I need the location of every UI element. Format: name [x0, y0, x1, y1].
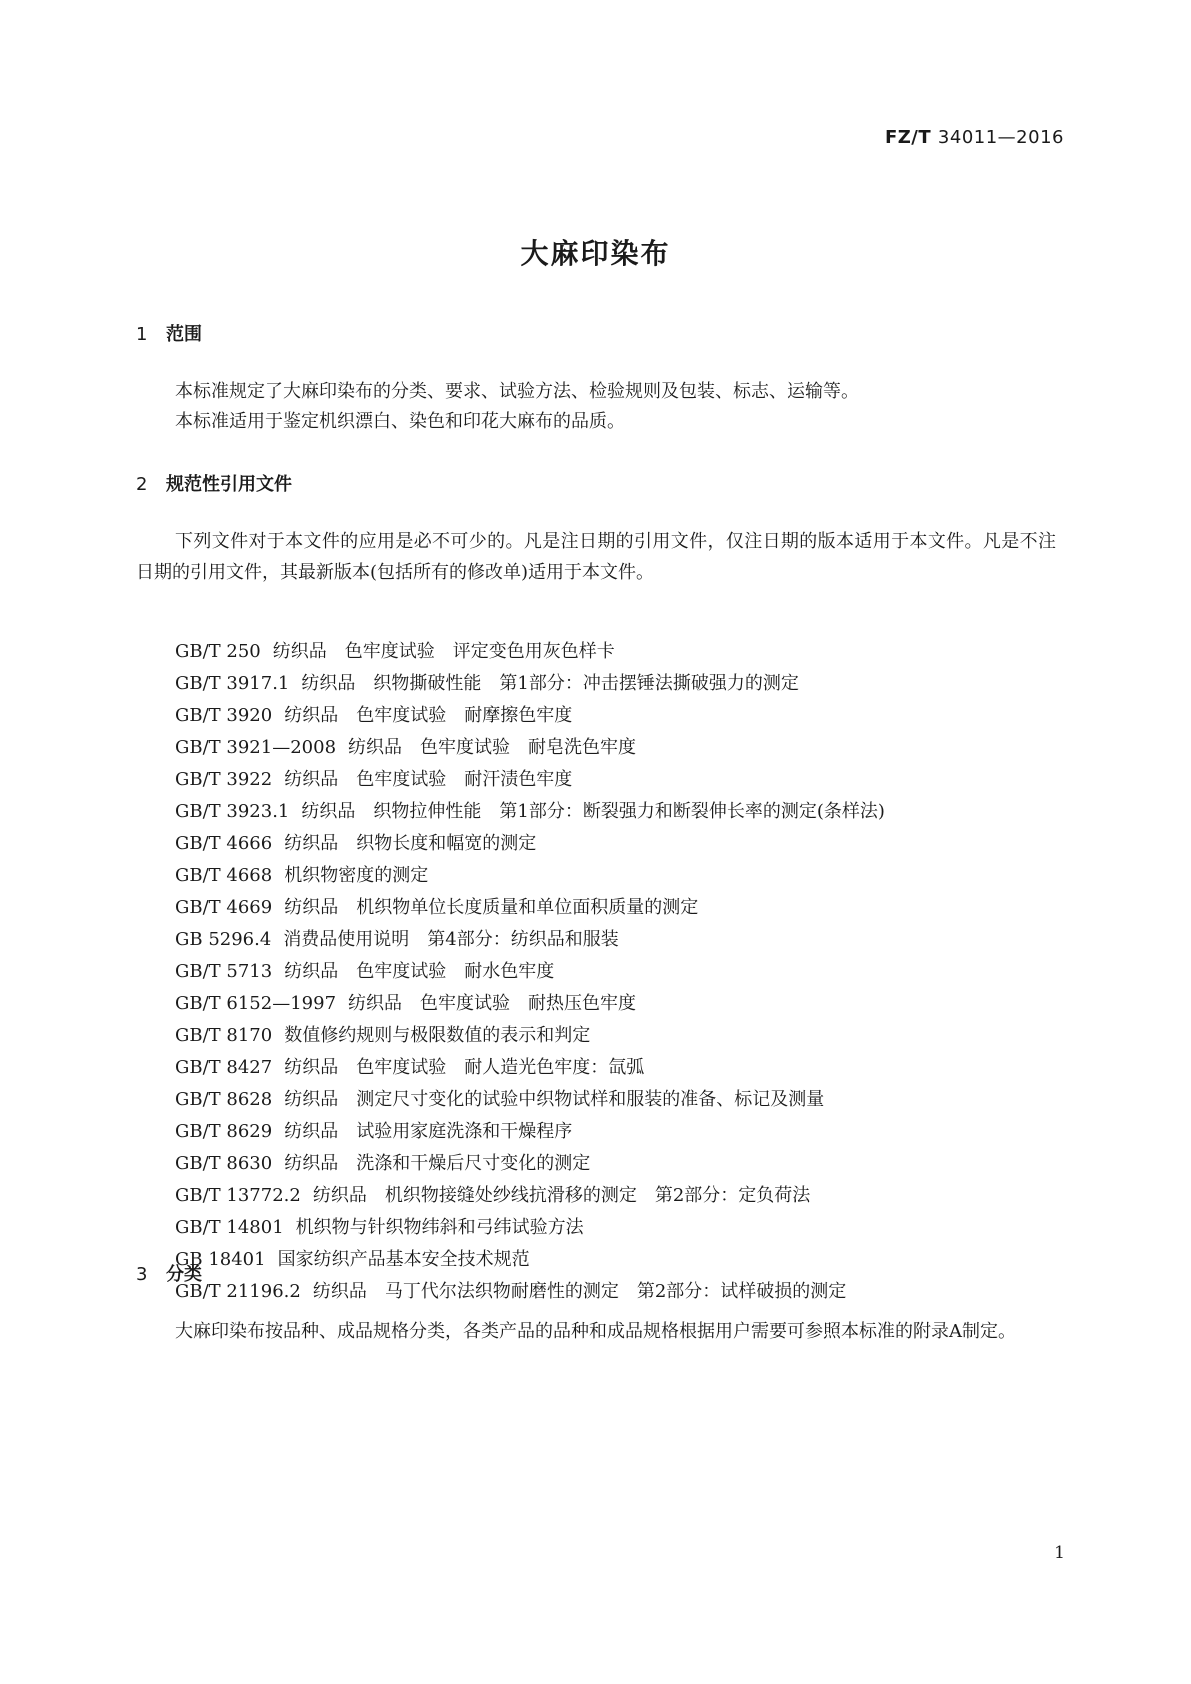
reference-title: 纺织品 马丁代尔法织物耐磨性的测定 第2部分：试样破损的测定	[312, 1281, 847, 1302]
reference-item	[175, 1020, 885, 1052]
reference-title: 纺织品 织物拉伸性能 第1部分：断裂强力和断裂伸长率的测定(条样法)	[301, 801, 885, 822]
standard-code	[885, 127, 1064, 148]
reference-code: GB/T 8630	[175, 1153, 273, 1174]
reference-item	[175, 796, 885, 828]
reference-item	[175, 1052, 885, 1084]
reference-item	[175, 732, 885, 764]
scope-paragraph-2: 本标准适用于鉴定机织漂白、染色和印花大麻布的品质。	[175, 411, 625, 432]
section-number: 1	[136, 324, 148, 345]
reference-code: GB/T 3917.1	[175, 673, 290, 694]
reference-code: GB/T 14801	[175, 1217, 284, 1238]
reference-item	[175, 636, 885, 668]
reference-title: 纺织品 织物撕破性能 第1部分：冲击摆锤法撕破强力的测定	[301, 673, 799, 694]
section-number: 3	[136, 1264, 148, 1285]
reference-item	[175, 860, 885, 892]
reference-title: 纺织品 机织物接缝处纱线抗滑移的测定 第2部分：定负荷法	[312, 1185, 811, 1206]
reference-item	[175, 828, 885, 860]
reference-title: 纺织品 色牢度试验 耐水色牢度	[284, 961, 555, 982]
reference-code: GB/T 4669	[175, 897, 273, 918]
reference-title: 纺织品 色牢度试验 耐汗渍色牢度	[284, 769, 573, 790]
reference-item	[175, 1084, 885, 1116]
section-title: 规范性引用文件	[166, 474, 292, 495]
reference-code: GB/T 3922	[175, 769, 273, 790]
reference-title: 纺织品 色牢度试验 耐摩擦色牢度	[284, 705, 573, 726]
reference-title: 纺织品 试验用家庭洗涤和干燥程序	[284, 1121, 573, 1142]
section-title: 分类	[166, 1264, 202, 1285]
document-title: 大麻印染布	[520, 237, 671, 270]
reference-code: GB/T 8628	[175, 1089, 273, 1110]
reference-item	[175, 956, 885, 988]
reference-item	[175, 1148, 885, 1180]
reference-title: 消费品使用说明 第4部分：纺织品和服装	[283, 929, 619, 950]
reference-code: GB/T 6152—1997	[175, 993, 337, 1014]
section-heading-classification	[136, 1260, 202, 1286]
reference-item	[175, 924, 885, 956]
reference-code: GB/T 4668	[175, 865, 273, 886]
reference-item	[175, 1212, 885, 1244]
section-heading-scope	[136, 320, 202, 346]
reference-item	[175, 1244, 885, 1276]
page-number: 1	[1054, 1543, 1065, 1563]
reference-code: GB/T 250	[175, 641, 261, 662]
reference-code: GB/T 5713	[175, 961, 273, 982]
reference-item	[175, 1116, 885, 1148]
references-intro-paragraph: 下列文件对于本文件的应用是必不可少的。凡是注日期的引用文件，仅注日期的版本适用于本文件。凡是不注日期的引用文件，其最新版本(包括所有的修改单)适用于本文件。	[136, 531, 1056, 583]
reference-code: GB/T 21196.2	[175, 1281, 301, 1302]
reference-code: GB/T 3923.1	[175, 801, 290, 822]
standard-code-number: 34011—2016	[937, 127, 1064, 148]
reference-title: 纺织品 洗涤和干燥后尺寸变化的测定	[284, 1153, 591, 1174]
reference-title: 纺织品 织物长度和幅宽的测定	[284, 833, 537, 854]
standard-code-prefix: FZ/T	[884, 127, 932, 148]
scope-paragraph-1: 本标准规定了大麻印染布的分类、要求、试验方法、检验规则及包装、标志、运输等。	[175, 381, 859, 402]
reference-code: GB 5296.4	[175, 929, 272, 950]
reference-code: GB/T 8629	[175, 1121, 273, 1142]
reference-item	[175, 892, 885, 924]
reference-item	[175, 988, 885, 1020]
reference-title: 机织物密度的测定	[284, 865, 429, 886]
reference-title: 机织物与针织物纬斜和弓纬试验方法	[295, 1217, 584, 1238]
reference-code: GB 18401	[175, 1249, 266, 1270]
reference-code: GB/T 13772.2	[175, 1185, 301, 1206]
reference-title: 纺织品 机织物单位长度质量和单位面积质量的测定	[284, 897, 699, 918]
reference-item	[175, 1276, 885, 1308]
reference-item	[175, 764, 885, 796]
reference-title: 数值修约规则与极限数值的表示和判定	[284, 1025, 591, 1046]
reference-code: GB/T 3921—2008	[175, 737, 337, 758]
reference-title: 纺织品 色牢度试验 耐热压色牢度	[348, 993, 637, 1014]
reference-title: 纺织品 色牢度试验 评定变色用灰色样卡	[272, 641, 615, 662]
reference-code: GB/T 8427	[175, 1057, 273, 1078]
reference-title: 国家纺织产品基本安全技术规范	[277, 1249, 530, 1270]
reference-code: GB/T 8170	[175, 1025, 273, 1046]
reference-item	[175, 700, 885, 732]
reference-code: GB/T 3920	[175, 705, 273, 726]
reference-title: 纺织品 色牢度试验 耐皂洗色牢度	[348, 737, 637, 758]
classification-paragraph: 大麻印染布按品种、成品规格分类，各类产品的品种和成品规格根据用户需要可参照本标准的附录A制定。	[175, 1321, 1016, 1342]
reference-list	[175, 636, 885, 1308]
reference-item	[175, 668, 885, 700]
reference-item	[175, 1180, 885, 1212]
section-number: 2	[136, 474, 148, 495]
reference-title: 纺织品 测定尺寸变化的试验中织物试样和服装的准备、标记及测量	[284, 1089, 825, 1110]
section-heading-normative-references	[136, 470, 292, 496]
section-title: 范围	[166, 324, 202, 345]
reference-code: GB/T 4666	[175, 833, 273, 854]
reference-title: 纺织品 色牢度试验 耐人造光色牢度：氙弧	[284, 1057, 645, 1078]
